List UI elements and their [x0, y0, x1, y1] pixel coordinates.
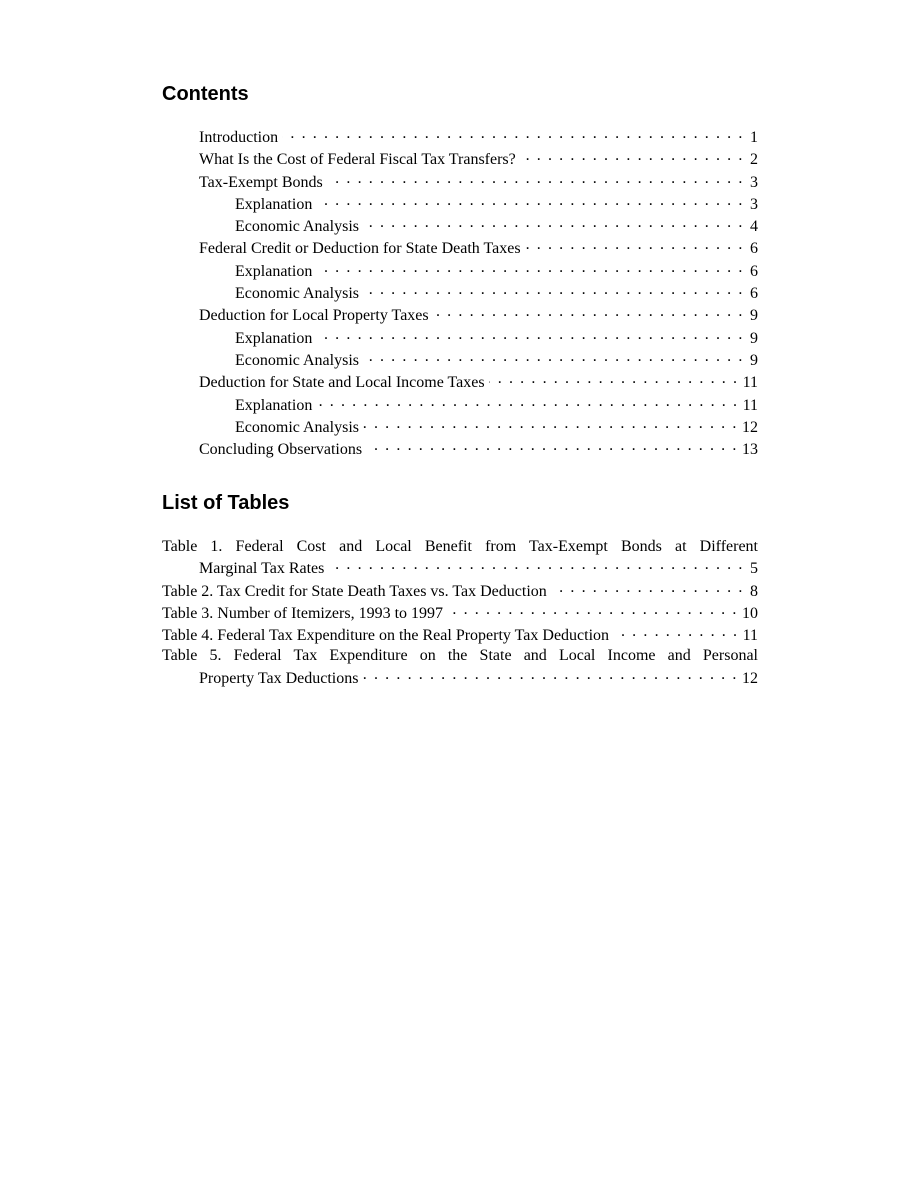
toc-entry-title: What Is the Cost of Federal Fiscal Tax Transfers? [199, 151, 516, 169]
dot-leader [316, 193, 744, 209]
dot-leader [489, 371, 739, 387]
toc-entry-page-number: 6 [750, 240, 758, 258]
list-of-tables-heading: List of Tables [162, 492, 290, 514]
dot-leader [363, 215, 744, 231]
toc-entry[interactable] [162, 304, 758, 326]
toc-entry[interactable] [162, 237, 758, 259]
dot-leader [316, 260, 744, 276]
toc-entry-page-number: 11 [742, 374, 758, 392]
table-entry-page-number: 8 [750, 582, 758, 600]
toc-entry-title: Introduction [199, 129, 279, 146]
toc-subentry-page-number: 6 [750, 262, 758, 280]
table-entry[interactable] [162, 537, 758, 580]
dot-leader [613, 624, 739, 640]
table-entry-title-line1: Table 5. Federal Tax Expenditure on the State and Local Income and Personal [162, 647, 758, 665]
table-entry-page-number: 10 [742, 604, 758, 622]
contents-heading: Contents [162, 83, 249, 105]
toc-subentry-title: Economic Analysis [235, 218, 359, 236]
toc-subentry-page-number: 11 [742, 396, 758, 414]
dot-leader [327, 171, 744, 187]
toc-entry-page-number: 2 [750, 151, 758, 169]
toc-subentry-title: Economic Analysis [235, 285, 359, 303]
contents-list [162, 126, 758, 460]
dot-leader [362, 667, 738, 683]
toc-entry-page-number: 3 [750, 173, 758, 191]
toc-entry-title: Deduction for State and Local Income Taxes [199, 374, 485, 392]
dot-leader [366, 438, 738, 454]
toc-entry[interactable] [162, 126, 758, 148]
table-entry-title-line1: Table 1. Federal Cost and Local Benefit from Tax-Exempt Bonds at Different [162, 538, 758, 555]
toc-subentry[interactable] [162, 282, 758, 304]
dot-leader [316, 394, 738, 410]
toc-subentry[interactable] [162, 416, 758, 438]
dot-leader [282, 126, 744, 142]
dot-leader [363, 282, 744, 298]
toc-entry-title: Concluding Observations [199, 441, 363, 459]
toc-subentry[interactable] [162, 260, 758, 282]
toc-subentry-page-number: 9 [750, 329, 758, 347]
table-entry-line2-page-number: 5 [750, 560, 758, 578]
dot-leader [525, 237, 744, 253]
table-entry-line2-title: Property Tax Deductions [199, 669, 359, 687]
table-entry-line2 [162, 557, 758, 579]
toc-entry[interactable] [162, 171, 758, 193]
toc-subentry-page-number: 4 [750, 218, 758, 236]
toc-entry[interactable] [162, 148, 758, 170]
dot-leader [363, 349, 744, 365]
dot-leader [328, 557, 744, 573]
dot-leader [363, 416, 738, 432]
table-entry-line2 [162, 667, 758, 689]
toc-subentry-title: Economic Analysis [235, 351, 359, 369]
table-entry-line2-title: Marginal Tax Rates [199, 560, 325, 578]
toc-subentry[interactable] [162, 327, 758, 349]
table-entry[interactable] [162, 602, 758, 624]
table-entry-page-number: 11 [742, 627, 758, 645]
toc-entry-page-number: 1 [750, 129, 758, 146]
toc-entry-title: Deduction for Local Property Taxes [199, 307, 429, 325]
toc-entry[interactable] [162, 438, 758, 460]
toc-subentry[interactable] [162, 193, 758, 215]
toc-subentry-title: Explanation [235, 262, 313, 280]
toc-entry-title: Tax-Exempt Bonds [199, 173, 323, 191]
dot-leader [520, 148, 744, 164]
toc-subentry-page-number: 12 [742, 418, 758, 436]
toc-subentry-page-number: 9 [750, 351, 758, 369]
table-entry-title: Table 4. Federal Tax Expenditure on the Real Property Tax Deduction [162, 627, 610, 645]
table-entry[interactable] [162, 624, 758, 646]
toc-entry-page-number: 9 [750, 307, 758, 325]
toc-subentry[interactable] [162, 349, 758, 371]
dot-leader [551, 580, 744, 596]
toc-subentry-title: Economic Analysis [235, 418, 359, 436]
toc-entry-title: Federal Credit or Deduction for State Death Taxes [199, 240, 521, 258]
table-entry-title: Table 2. Tax Credit for State Death Taxes vs. Tax Deduction [162, 582, 547, 600]
table-entry-line2-page-number: 12 [742, 669, 758, 687]
dot-leader [433, 304, 744, 320]
toc-entry[interactable] [162, 371, 758, 393]
list-of-tables [162, 537, 758, 689]
dot-leader [447, 602, 738, 618]
toc-subentry-title: Explanation [235, 396, 313, 414]
table-entry[interactable] [162, 646, 758, 689]
toc-subentry-page-number: 6 [750, 285, 758, 303]
toc-subentry-title: Explanation [235, 329, 313, 347]
toc-subentry[interactable] [162, 394, 758, 416]
toc-entry-page-number: 13 [742, 441, 758, 459]
table-entry[interactable] [162, 580, 758, 602]
toc-subentry[interactable] [162, 215, 758, 237]
toc-subentry-page-number: 3 [750, 195, 758, 213]
table-entry-title: Table 3. Number of Itemizers, 1993 to 1997 [162, 604, 444, 622]
toc-subentry-title: Explanation [235, 195, 313, 213]
dot-leader [316, 327, 744, 343]
